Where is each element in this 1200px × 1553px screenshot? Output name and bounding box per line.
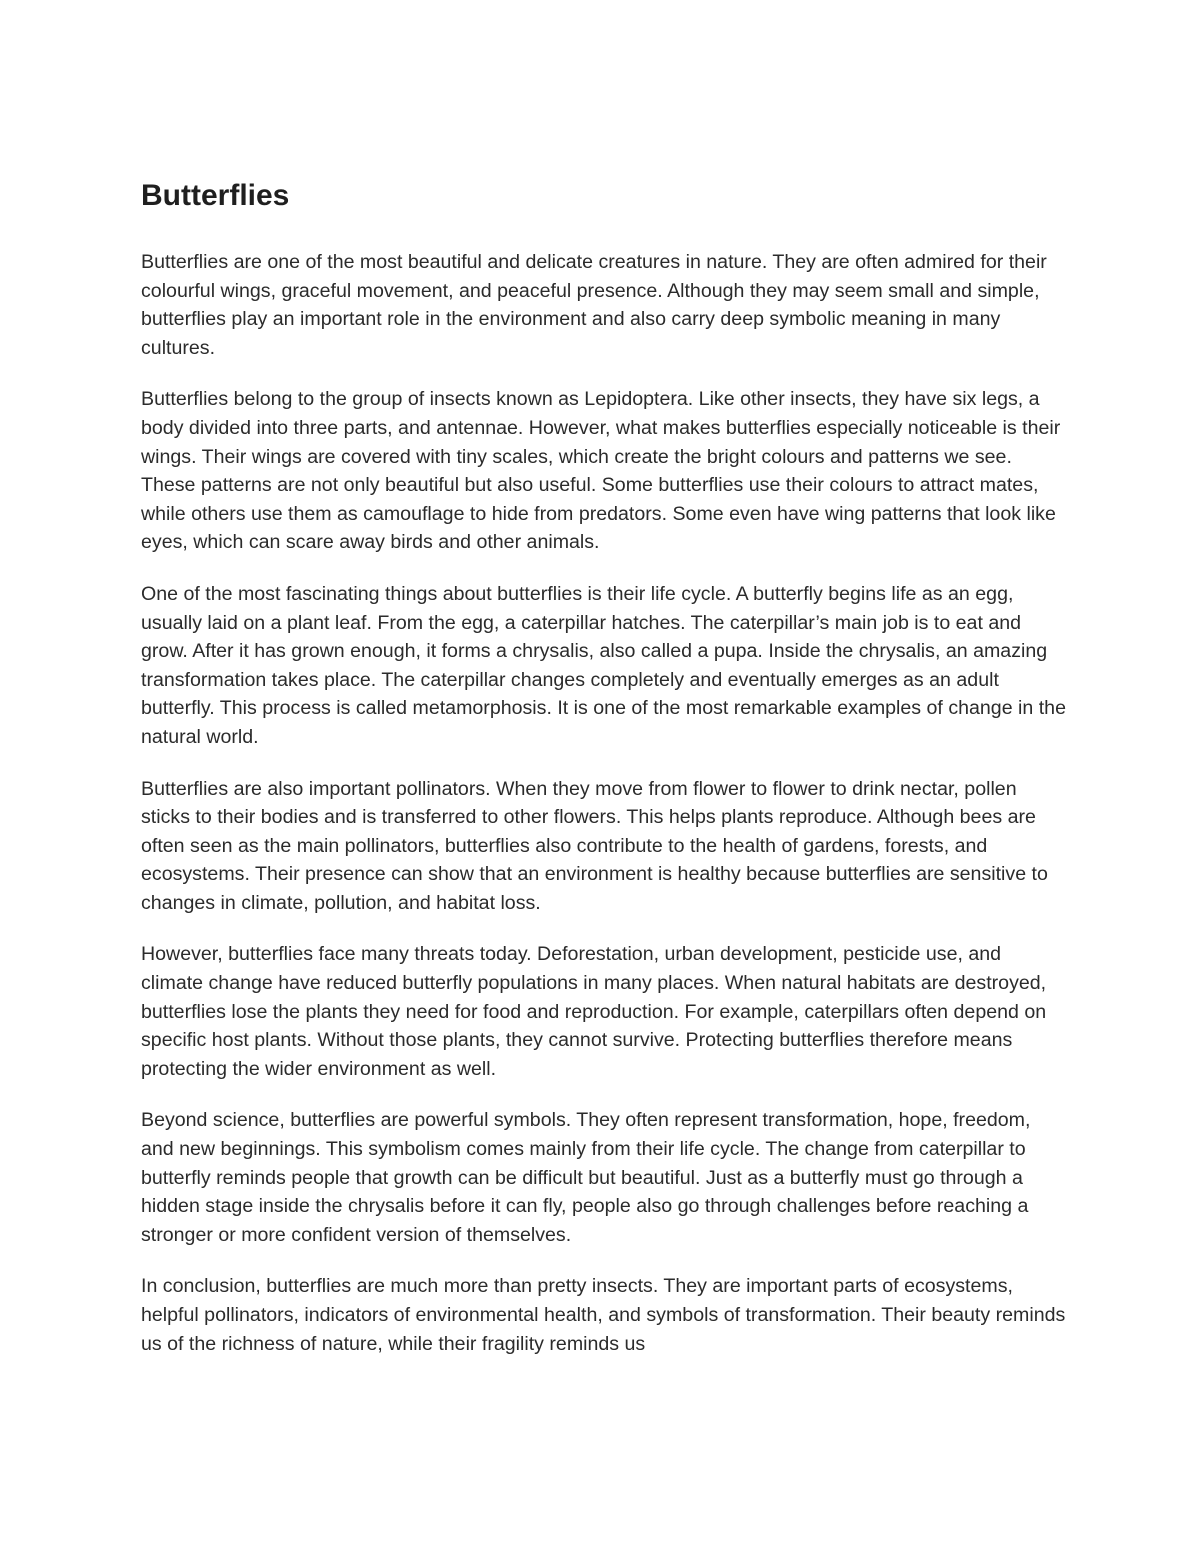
- paragraph-lepidoptera: Butterflies belong to the group of insects known as Lepidoptera. Like other insects, they have six legs, a body divided into three parts, and antennae. However, what makes butterflies especially noticeable is their wings. Their wings are covered with tiny scales, which create the bright colours and patterns we see. These patterns are not only beautiful but also useful. Some butterflies use their colours to attract mates, while others use them as camouflage to hide from predators. Some even have wing patterns that look like eyes, which can scare away birds and other animals.: [141, 388, 1061, 554]
- paragraph-threats: However, butterflies face many threats today. Deforestation, urban development, pesticide use, and climate change have reduced butterfly populations in many places. When natural habitats are destroyed, butterflies lose the plants they need for food and reproduction. For example, caterpillars often depend on specific host plants. Without those plants, they cannot survive. Protecting butterflies therefore means protecting the wider environment as well.: [141, 943, 1047, 1080]
- paragraph-pollinators: Butterflies are also important pollinators. When they move from flower to flower to drink nectar, pollen sticks to their bodies and is transferred to other flowers. This helps plants reproduce. Although bees are often seen as the main pollinators, butterflies also contribute to the health of gardens, forests, and ecosystems. Their presence can show that an environment is healthy because butterflies are sensitive to changes in climate, pollution, and habitat loss.: [141, 777, 1048, 914]
- paragraph-symbols: Beyond science, butterflies are powerful symbols. They often represent transformation, hope, freedom, and new beginnings. This symbolism comes mainly from their life cycle. The change from caterpillar to butterfly reminds people that growth can be difficult but beautiful. Just as a butterfly must go through a hidden stage inside the chrysalis before it can fly, people also go through challenges before reaching a stronger or more confident version of themselves.: [141, 1109, 1031, 1246]
- paragraph-conclusion: In conclusion, butterflies are much more than pretty insects. They are important parts of ecosystems, helpful pollinators, indicators of environmental health, and symbols of transformation. Their beauty reminds us of the richness of nature, while their fragility reminds us: [141, 1275, 1066, 1355]
- paragraph-intro: Butterflies are one of the most beautiful and delicate creatures in nature. They are often admired for their colourful wings, graceful movement, and peaceful presence. Although they may seem small and simple, butterflies play an important role in the environment and also carry deep symbolic meaning in many cultures.: [141, 251, 1047, 359]
- paragraph-life-cycle: One of the most fascinating things about butterflies is their life cycle. A butterfly begins life as an egg, usually laid on a plant leaf. From the egg, a caterpillar hatches. The caterpillar’s main job is to eat and grow. After it has grown enough, it forms a chrysalis, also called a pupa. Inside the chrysalis, an amazing transformation takes place. The caterpillar changes completely and eventually emerges as an adult butterfly. This process is called metamorphosis. It is one of the most remarkable examples of change in the natural world.: [141, 582, 1066, 748]
- document-body: [141, 176, 1066, 1381]
- document-title: Butterflies: [141, 179, 290, 212]
